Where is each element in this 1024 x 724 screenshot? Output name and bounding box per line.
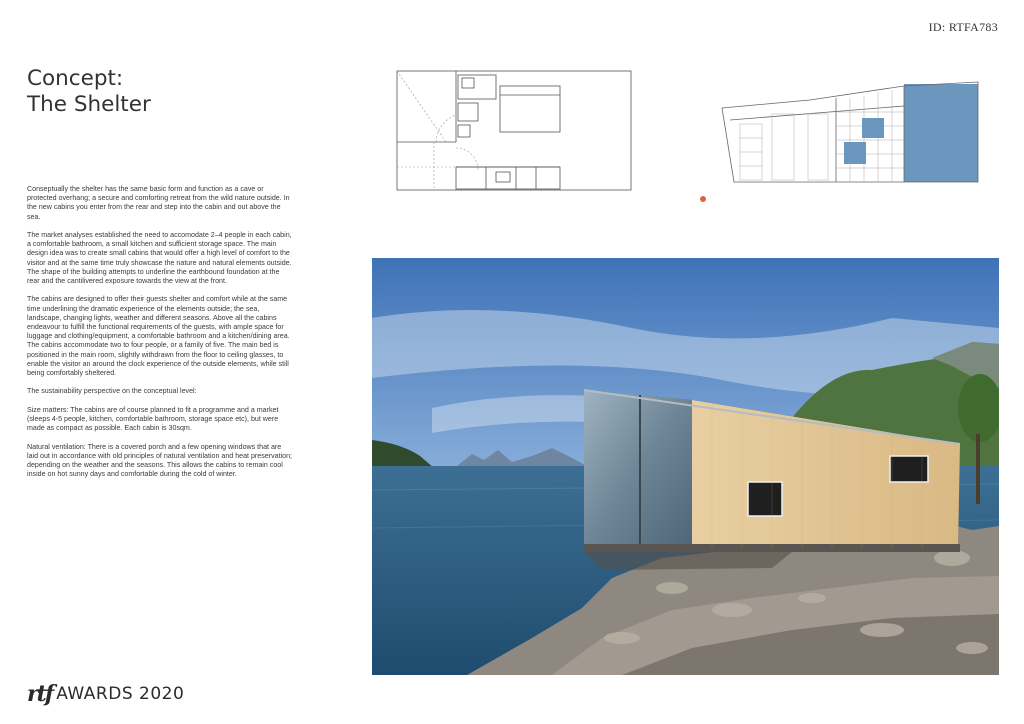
project-id: ID: RTFA783 <box>928 20 998 34</box>
description-text <box>27 185 292 489</box>
title-line-1: Concept: <box>27 66 124 91</box>
paragraph-3: The cabins are designed to offer their guests shelter and comfort while at the same time underlining the dramatic experience of the elements outside; the sea, landscape, changing lights, weather and different seasons. Above all the cabins endeavour to fulfill the functional requirements of the guests, with ample space for luggage and clothing/equipment, a comfortable bathroom and a kitchen/dining area. The cabins accommodate two to four people, or a family of five. The main bed is positioned in the main room, slightly withdrawn from the floor to ceiling glasses, to enable the visitor an around the clock experience of the outside elements, while still being comfortably sheltered. <box>27 295 290 378</box>
rtf-awards-logo <box>27 681 185 707</box>
paragraph-5: Size matters: The cabins are of course planned to fit a programme and a market (sleeps 4-5 people, kitchen, comfortable bathroom, storage space etc), but were made as compact as possible. Each cabin is 30sqm. <box>27 405 279 433</box>
accent-dot <box>700 196 706 202</box>
awards-text: AWARDS 2020 <box>56 684 185 704</box>
floor-plan-drawing <box>396 70 632 192</box>
paragraph-1: Conseptually the shelter has the same basic form and function as a cave or protected overhang; a secure and comforting retreat from the wild nature outside. In the new cabins you enter from the rear and step into the cabin and out above the sea. <box>27 185 290 221</box>
rtf-logo-mark: rtf <box>27 681 53 707</box>
paragraph-4: The sustainability perspective on the conceptual level: <box>27 387 197 396</box>
paragraph-6: Natural ventilation: There is a covered porch and a few opening windows that are laid out in accordance with old principles of natural ventilation and heat preservation; depending on the weather and the seasons. This allows the cabins to remain cool inside on hot sunny days and comfortable during the cold of winter. <box>27 442 292 479</box>
paragraph-2: The market analyses established the need to accomodate 2–4 people in each cabin, a comfortable bathroom, a small kitchen and sufficient storage space. The main design idea was to create small cabins that would offer a high level of comfort to the visitor and at the same time truly showcase the nature and natural elements outside. The shape of the building attempts to underline the earthbound foundation at the rear and the cantilivered exposure towards the view at the front. <box>27 231 292 286</box>
page-title <box>27 66 151 118</box>
cabin-section-drawing <box>720 80 980 184</box>
cabin-photo <box>372 258 999 675</box>
title-line-2: The Shelter <box>27 92 151 117</box>
